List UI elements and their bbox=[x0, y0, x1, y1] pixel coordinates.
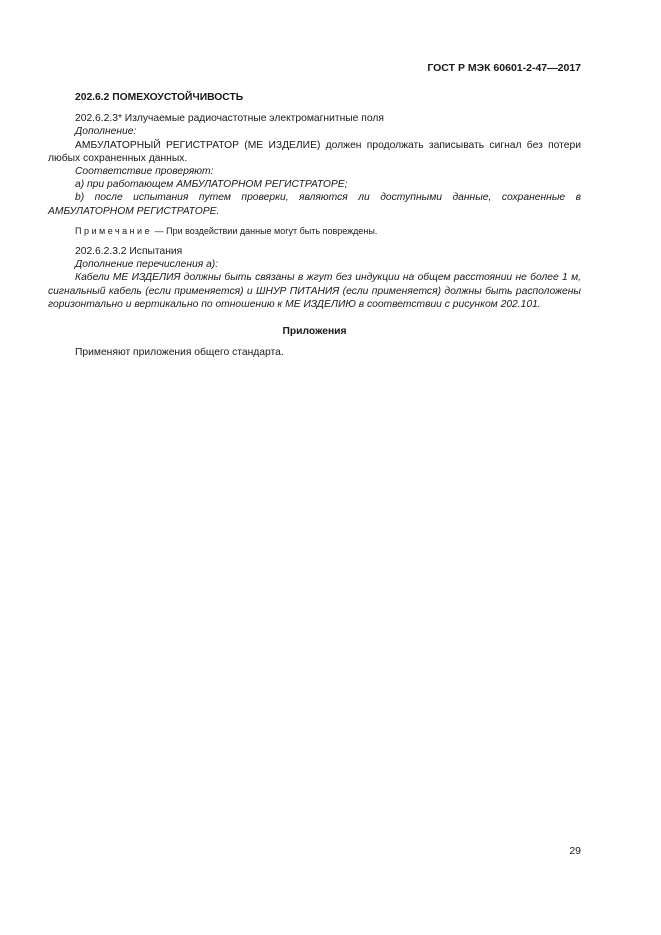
document-body bbox=[48, 91, 581, 359]
note-dash: — bbox=[152, 225, 167, 236]
appendix-title: Приложения bbox=[282, 326, 347, 338]
subsection-heading-tests: 202.6.2.3.2 Испытания bbox=[75, 246, 183, 258]
addition-label: Дополнение: bbox=[75, 126, 137, 138]
requirement-text: АМБУЛАТОРНЫЙ РЕГИСТРАТОР (МЕ ИЗДЕЛИЕ) должен продолжать записывать сигнал без потери любых сохраненных данных. bbox=[48, 139, 581, 164]
subsection-heading-radiated-fields: 202.6.2.3* Излучаемые радиочастотные электромагнитные поля bbox=[75, 113, 384, 125]
note-text: При воздействии данные могут быть повреждены. bbox=[166, 225, 378, 236]
document-header: ГОСТ Р МЭК 60601-2-47—2017 bbox=[427, 62, 581, 74]
appendix-text: Применяют приложения общего стандарта. bbox=[75, 347, 284, 359]
note bbox=[48, 225, 581, 238]
addition-enumeration-label: Дополнение перечисления а): bbox=[75, 259, 219, 271]
section-title: 202.6.2 ПОМЕХОУСТОЙЧИВОСТЬ bbox=[75, 92, 244, 103]
page-number: 29 bbox=[569, 845, 581, 857]
compliance-label: Соответствие проверяют: bbox=[75, 166, 214, 178]
note-label: Примечание bbox=[75, 225, 153, 236]
test-requirement-text: Кабели МЕ ИЗДЕЛИЯ должны быть связаны в жгут без индукции на общем расстоянии не более 1 м, сигнальный кабель (если применяется) и ШНУР ПИТАНИЯ (если применяется) должны быть расположены горизонтально и вертикально по отношению к МЕ ИЗДЕЛИЮ в соответствии с рисунком 202.101. bbox=[48, 272, 581, 310]
compliance-item-b: b) после испытания путем проверки, являются ли доступными данные, сохраненные в АМБУЛАТОРНОМ РЕГИСТРАТОРЕ. bbox=[48, 192, 581, 217]
compliance-item-a: a) при работающем АМБУЛАТОРНОМ РЕГИСТРАТОРЕ; bbox=[75, 179, 348, 191]
